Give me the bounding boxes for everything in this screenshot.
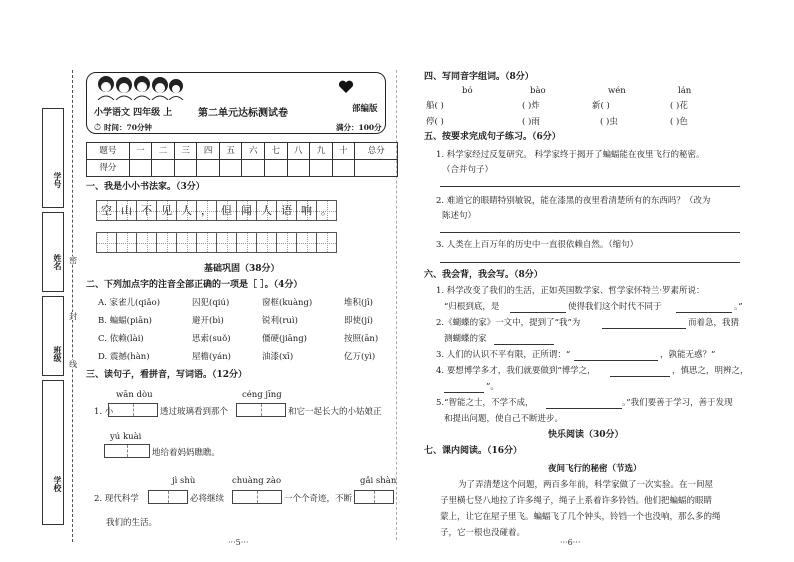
- binding-label-school: 学校: [53, 476, 63, 492]
- grid-cell: 见: [156, 200, 177, 221]
- score-cell: 八: [287, 143, 310, 160]
- time-label: 时间：70分钟: [104, 123, 152, 132]
- binding-mark-line: 线: [68, 360, 78, 368]
- answer-line[interactable]: [494, 344, 554, 345]
- grid-cell[interactable]: [176, 232, 197, 253]
- pinyin-jishu: jì shù: [172, 476, 196, 486]
- question-3-1-c: 和它一起长大的小姑娘正: [288, 407, 382, 417]
- answer-line[interactable]: [440, 262, 740, 263]
- grid-cell[interactable]: [96, 232, 117, 253]
- kids-illustration-icon: [96, 74, 186, 100]
- score-input-cell[interactable]: [174, 160, 197, 177]
- pinyin-wandou: wān dòu: [116, 390, 153, 400]
- heart-icon: [338, 80, 354, 94]
- score-table-header-row: [87, 143, 398, 160]
- homophone-2-1: 停( ): [426, 117, 444, 127]
- grid-cell[interactable]: [316, 232, 337, 253]
- grid-cell: 响: [296, 200, 317, 221]
- total-score-label: 满分：100分: [336, 123, 382, 132]
- score-cell: 题号: [87, 143, 130, 160]
- score-row-label: 得分: [87, 160, 130, 177]
- base-section-title: 基础巩固（38分）: [204, 264, 280, 274]
- section-5-title: 五、按要求完成句子练习。（6分）: [424, 132, 561, 142]
- option-b-2: 避开(bì): [192, 316, 224, 326]
- pinyin-wen: wén: [608, 86, 626, 96]
- option-d-3: 油漆(xī): [262, 352, 294, 362]
- homophone-2-4: ( )色: [670, 117, 688, 127]
- score-cell: 七: [264, 143, 287, 160]
- clock-icon: ⏱: [94, 123, 102, 133]
- answer-line[interactable]: [546, 408, 622, 409]
- question-3-1-a: 1. 小: [94, 407, 114, 417]
- grid-cell: 不: [136, 200, 157, 221]
- option-d-1: D. 震撼(hàn): [98, 352, 150, 362]
- pinyin-answer-box[interactable]: [354, 490, 394, 504]
- question-3-1-d: 地给着妈妈瞧瞧。: [152, 448, 221, 458]
- option-b-4: 即使(jí): [344, 316, 373, 326]
- option-c-2: 思索(suǒ): [192, 334, 231, 344]
- grid-cell[interactable]: [116, 232, 137, 253]
- question-5-1: 1. 科学家经过反复研究。 科学家终于揭开了蝙蝠能在夜里飞行的秘密。: [436, 150, 705, 160]
- pinyin-answer-box[interactable]: [232, 490, 282, 504]
- score-input-cell[interactable]: [287, 160, 310, 177]
- answer-line[interactable]: [574, 360, 658, 361]
- answer-line[interactable]: [444, 392, 484, 393]
- section-3-title: 三、读句子，看拼音，写词语。（12分）: [86, 370, 248, 380]
- question-6-1-c: 使得我们这个时代不同于: [568, 302, 662, 312]
- binding-box-1: [42, 108, 64, 208]
- quote-end-mark: 。”: [734, 302, 743, 312]
- score-input-cell[interactable]: [310, 160, 333, 177]
- passage-title: 夜间飞行的秘密（节选）: [548, 464, 642, 474]
- question-6-1-a: 1. 科学改变了我们的生活，正如英国数学家、哲学家怀特兰·罗素所说：: [436, 286, 705, 296]
- score-cell: 九: [310, 143, 333, 160]
- passage-line-2: 子里横七竖八地拉了许多绳子，绳子上系着许多铃铛。他们把蝙蝠的眼睛: [440, 496, 713, 506]
- score-input-cell[interactable]: [129, 160, 152, 177]
- binding-mark-envelope: 封: [68, 312, 78, 320]
- pinyin-cengjing: céng jīng: [242, 390, 282, 400]
- option-c-4: 按照(ān): [344, 334, 379, 344]
- score-table-score-row: [87, 160, 398, 177]
- grid-cell: 人: [176, 200, 197, 221]
- question-3-1-b: 透过玻璃看到那个: [160, 407, 229, 417]
- grid-cell: 闻: [236, 200, 257, 221]
- option-c-1: C. 依赖(lài): [98, 334, 144, 344]
- answer-line[interactable]: [510, 312, 566, 313]
- pinyin-yukuai: yú kuài: [110, 432, 142, 442]
- answer-line[interactable]: [610, 376, 670, 377]
- binding-mark-seal: 密: [68, 256, 78, 264]
- option-b-1: B. 蝙蝠(piān): [98, 316, 152, 326]
- score-input-cell[interactable]: [242, 160, 265, 177]
- homophone-2-3: ( )虫: [600, 117, 618, 127]
- question-6-2-b: 而着急，我猜: [688, 318, 740, 328]
- question-6-5-a: 5.“智能之士，不学不成，: [436, 398, 534, 408]
- homophone-1-4: ( )花: [670, 101, 688, 111]
- answer-line[interactable]: [440, 186, 740, 187]
- practice-char-grid[interactable]: [96, 232, 336, 253]
- edition-label: 部编版: [352, 104, 378, 114]
- binding-label-class: 班级: [53, 346, 63, 362]
- score-table: [86, 142, 398, 177]
- grid-cell[interactable]: [256, 232, 277, 253]
- question-3-2-a: 2. 现代科学: [94, 494, 139, 504]
- question-5-2: 2. 难道它的眼睛特别敏锐，能在漆黑的夜里看清楚所有的东西吗？（改为: [436, 196, 711, 206]
- grid-cell[interactable]: [156, 232, 177, 253]
- question-6-3-b: ，孰能无惑？”: [660, 350, 716, 360]
- score-input-cell[interactable]: [355, 160, 398, 177]
- passage-line-1: 为了弄清楚这个问题，两百多年前，科学家做了一次实验。在一间屋: [458, 480, 714, 490]
- question-6-1-b: “归根到底，是: [444, 302, 500, 312]
- binding-box-4: [42, 380, 64, 525]
- question-6-2-c: 测蝴蝶的家: [444, 334, 487, 344]
- pinyin-lan: lán: [678, 86, 692, 96]
- homophone-1-3: 新( ): [592, 101, 610, 111]
- question-5-3: 3. 人类在上百万年的历史中一直很依赖自然。（缩句）: [436, 240, 639, 250]
- grid-cell: 。: [316, 200, 337, 221]
- question-6-4-b: ，慎思之，明辨之，: [672, 366, 749, 376]
- grid-cell: ，: [196, 200, 217, 221]
- homophone-1-1: 船( ): [426, 101, 444, 111]
- question-3-2-d: 我们的生活。: [106, 518, 158, 528]
- model-char-grid: [96, 200, 336, 221]
- page-divider: [396, 70, 397, 540]
- homophone-2-2: ( )雨: [522, 117, 540, 127]
- score-input-cell[interactable]: [219, 160, 242, 177]
- answer-line[interactable]: [676, 312, 732, 313]
- page-number-left: ···5···: [228, 538, 249, 547]
- question-6-3: 3. 人们的认识不平有限，正所谓：“: [436, 350, 571, 360]
- section-4-title: 四、写同音字组词。（8分）: [424, 72, 534, 82]
- question-3-2-b: 必将继续: [190, 494, 225, 504]
- pinyin-answer-box[interactable]: [108, 403, 158, 417]
- passage-line-4: 子，它一根也没碰着。: [440, 528, 526, 538]
- score-cell: 总分: [355, 143, 398, 160]
- score-input-cell[interactable]: [197, 160, 220, 177]
- binding-dash-line: [72, 70, 73, 542]
- option-a-4: 堆积(jī): [344, 298, 373, 308]
- score-cell: 一: [129, 143, 152, 160]
- grid-cell: 人: [256, 200, 277, 221]
- quote-end-mark: ”。: [486, 382, 499, 392]
- pinyin-answer-box[interactable]: [148, 490, 188, 504]
- score-input-cell[interactable]: [332, 160, 355, 177]
- score-cell: 五: [219, 143, 242, 160]
- question-3-2-c: 一个个奇迹，不断: [284, 494, 353, 504]
- grid-cell[interactable]: [236, 232, 257, 253]
- score-cell: 二: [152, 143, 175, 160]
- pinyin-answer-box[interactable]: [236, 403, 286, 417]
- grid-cell: 山: [116, 200, 137, 221]
- pinyin-chuangzao: chuàng zào: [232, 476, 282, 486]
- binding-box-2: [42, 212, 64, 292]
- question-6-4-a: 4. 要想博学多才，我们就要做到“博学之，: [436, 366, 596, 376]
- option-b-3: 锐利(ruì): [262, 316, 298, 326]
- question-5-1-note: （合并句子）: [442, 165, 494, 175]
- question-5-2-note: 陈述句）: [442, 211, 477, 221]
- grid-cell[interactable]: [136, 232, 157, 253]
- grid-cell[interactable]: [196, 232, 217, 253]
- binding-label-name: 姓名: [53, 254, 63, 270]
- option-c-3: 僵硬(jiāng): [262, 334, 307, 344]
- answer-line[interactable]: [602, 328, 686, 329]
- option-a-2: 囚犯(qiú): [192, 298, 230, 308]
- pinyin-bo: bó: [462, 86, 473, 96]
- question-6-2-a: 2.《蝴蝶的家》一文中，提到了“我”为: [436, 318, 581, 328]
- section-1-title: 一、我是小小书法家。（3分）: [86, 182, 205, 192]
- score-input-cell[interactable]: [264, 160, 287, 177]
- subject-label: 小学语文 四年级 上: [94, 108, 173, 118]
- option-a-3: 窗框(kuàng): [262, 298, 313, 308]
- pinyin-gaishan: gǎi shàn: [360, 476, 397, 486]
- grid-cell: 空: [96, 200, 117, 221]
- answer-line[interactable]: [440, 232, 740, 233]
- score-cell: 六: [242, 143, 265, 160]
- homophone-1-2: ( )炸: [522, 101, 540, 111]
- option-d-4: 亿万(yì): [344, 352, 376, 362]
- grid-cell[interactable]: [216, 232, 237, 253]
- section-2-title: 二、下列加点字的注音全部正确的一项是［ ］。（4分）: [86, 280, 303, 290]
- grid-cell: 语: [276, 200, 297, 221]
- pinyin-bao: bào: [530, 86, 546, 96]
- passage-line-3: 蒙上，让它在屋子里飞。蝙蝠飞了几个钟头，铃铛一个也没响，那么多的绳: [440, 512, 721, 522]
- page-number-right: ···6···: [560, 538, 581, 547]
- score-cell: 三: [174, 143, 197, 160]
- section-6-title: 六、我会背，我会写。（8分）: [424, 270, 543, 280]
- pinyin-answer-box[interactable]: [104, 444, 150, 458]
- page-title: 第二单元达标测试卷: [198, 108, 288, 119]
- score-cell: 四: [197, 143, 220, 160]
- grid-cell[interactable]: [296, 232, 317, 253]
- option-a-1: A. 家雀儿(qiǎo): [98, 298, 161, 308]
- binding-label-student-id: 学号: [53, 172, 63, 188]
- question-6-5-c: 和提出问题，使自己不断进步。: [444, 414, 564, 424]
- score-cell: 十: [332, 143, 355, 160]
- section-7-title: 七、课内阅读。（16分）: [424, 446, 523, 456]
- question-6-5-b: 。”我们要善于学习，善于发现: [622, 398, 733, 408]
- score-input-cell[interactable]: [152, 160, 175, 177]
- grid-cell: 但: [216, 200, 237, 221]
- binding-box-3: [42, 296, 64, 376]
- reading-section-title: 快乐阅读（30分）: [548, 430, 624, 440]
- grid-cell[interactable]: [276, 232, 297, 253]
- option-d-2: 屋檐(yán): [192, 352, 231, 362]
